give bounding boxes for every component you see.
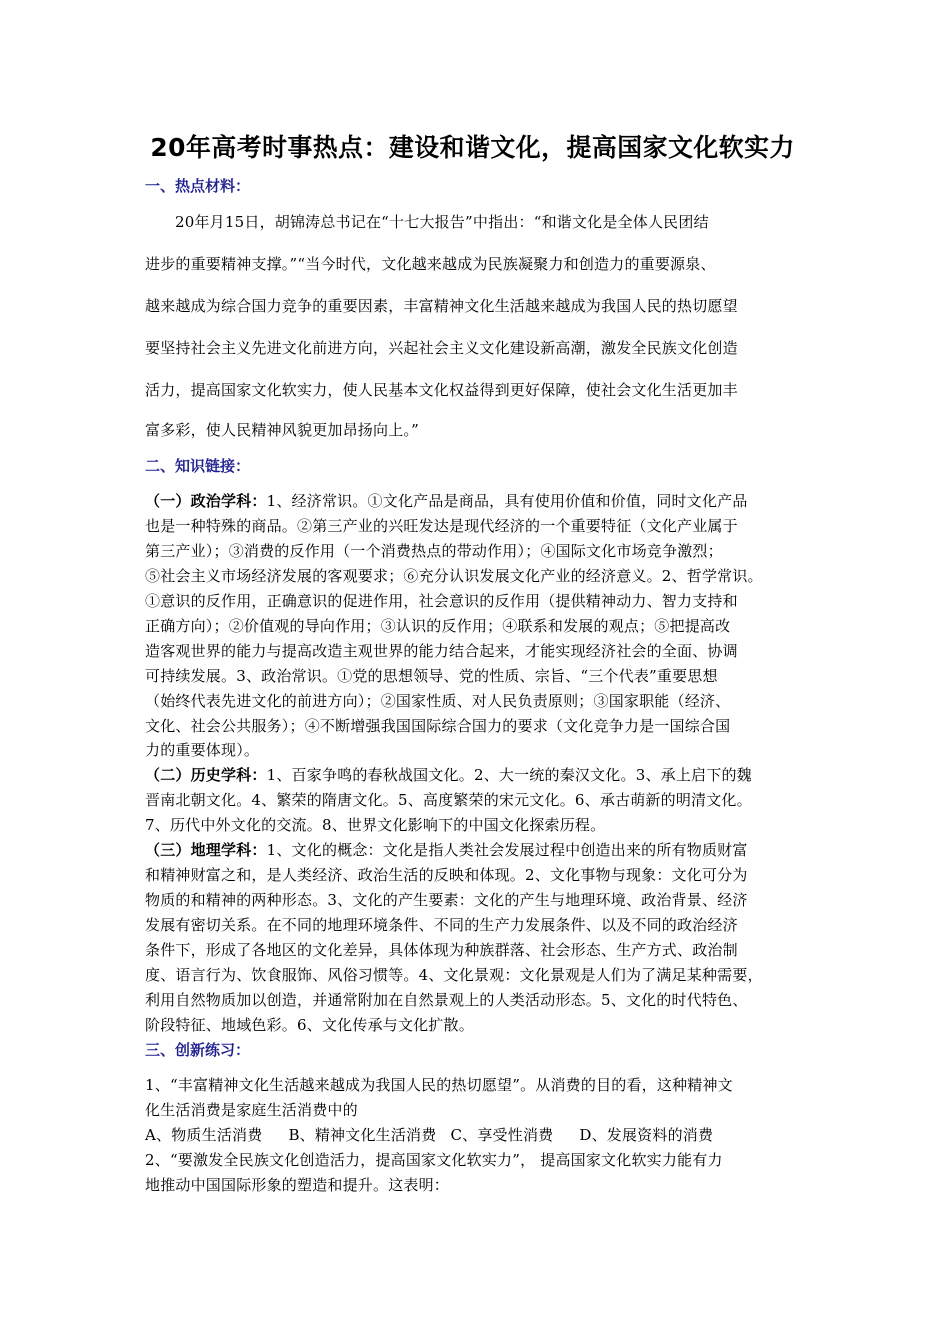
paragraph-line: 越来越成为综合国力竞争的重要因素，丰富精神文化生活越来越成为我国人民的热切愿望 — [145, 297, 738, 315]
subject-label-politics: （一）政治学科： — [145, 492, 267, 510]
paragraph-line: （始终代表先进文化的前进方向）；②国家性质、对人民负责原则；③国家职能（经济、 — [145, 692, 731, 710]
paragraph-line: ①意识的反作用，正确意识的促进作用，社会意识的反作用（提供精神动力、智力支持和 — [145, 592, 738, 610]
option-d: D、发展资料的消费 — [579, 1126, 714, 1144]
paragraph-line: 也是一种特殊的商品。②第三产业的兴旺发达是现代经济的一个重要特征（文化产业属于 — [145, 517, 738, 535]
paragraph-line: 力的重要体现）。 — [145, 741, 260, 759]
paragraph-line: 条件下，形成了各地区的文化差异，具体体现为种族群落、社会形态、生产方式、政治制 — [145, 941, 738, 959]
paragraph-text: 1、文化的概念：文化是指人类社会发展过程中创造出来的所有物质财富 — [266, 841, 748, 859]
paragraph-line: 文化、社会公共服务）；④不断增强我国国际综合国力的要求（文化竞争力是一国综合国 — [145, 717, 731, 735]
option-c: C、享受性消费 — [450, 1126, 554, 1144]
question-options — [145, 1125, 713, 1145]
subject-label-geography: （三）地理学科： — [145, 841, 267, 859]
paragraph-text: 1、经济常识。①文化产品是商品，具有使用价值和价值，同时文化产品 — [266, 492, 748, 510]
question-line: 2、“要激发全民族文化创造活力，提高国家文化软实力”， 提高国家文化软实力能有力 — [145, 1151, 723, 1169]
paragraph-line: 阶段特征、地域色彩。6、文化传承与文化扩散。 — [145, 1016, 474, 1034]
paragraph-line: ⑤社会主义市场经济发展的客观要求；⑥充分认识发展文化产业的经济意义。2、哲学常识。 — [145, 567, 763, 585]
paragraph-line: 7、历代中外文化的交流。8、世界文化影响下的中国文化探索历程。 — [145, 816, 606, 834]
paragraph-line: 正确方向）；②价值观的导向作用；③认识的反作用；④联系和发展的观点；⑤把提高改 — [145, 617, 731, 635]
paragraph-line: 利用自然物质加以创造，并通常附加在自然景观上的人类活动形态。5、文化的时代特色、 — [145, 991, 748, 1009]
paragraph-line: 和精神财富之和，是人类经济、政治生活的反映和体现。2、文化事物与现象：文化可分为 — [145, 866, 748, 884]
question-line: 地推动中国国际形象的塑造和提升。这表明： — [145, 1176, 450, 1194]
paragraph-line: 可持续发展。3、政治常识。①党的思想领导、党的性质、宗旨、“三个代表”重要思想 — [145, 667, 718, 685]
option-a: A、物质生活消费 — [145, 1126, 263, 1144]
subject-label-history: （二）历史学科： — [145, 766, 267, 784]
paragraph-line: 活力，提高国家文化软实力，使人民基本文化权益得到更好保障，使社会文化生活更加丰 — [145, 381, 738, 399]
paragraph-line — [145, 840, 748, 860]
section-heading-hot-material: 一、热点材料： — [145, 177, 251, 195]
paragraph-line: 第三产业）；③消费的反作用（一个消费热点的带动作用）；④国际文化市场竞争激烈； — [145, 542, 723, 560]
paragraph-line: 20年月15日，胡锦涛总书记在“十七大报告”中指出：“和谐文化是全体人民团结 — [175, 213, 709, 231]
paragraph-line: 度、语言行为、饮食服饰、风俗习惯等。4、文化景观：文化景观是人们为了满足某种需要， — [145, 966, 763, 984]
paragraph-line — [145, 491, 748, 511]
paragraph-line: 富多彩，使人民精神风貌更加昂扬向上。” — [145, 421, 419, 439]
paragraph-line: 晋南北朝文化。4、繁荣的隋唐文化。5、高度繁荣的宋元文化。6、承古萌新的明清文化。 — [145, 791, 752, 809]
paragraph-line: 要坚持社会主义先进文化前进方向，兴起社会主义文化建设新高潮，激发全民族文化创造 — [145, 339, 738, 357]
paragraph-text: 1、百家争鸣的春秋战国文化。2、大一统的秦汉文化。3、承上启下的魏 — [266, 766, 752, 784]
paragraph-line: 造客观世界的能力与提高改造主观世界的能力结合起来，才能实现经济社会的全面、协调 — [145, 642, 738, 660]
question-line: 化生活消费是家庭生活消费中的 — [145, 1101, 358, 1119]
paragraph-line — [145, 765, 752, 785]
question-line: 1、“丰富精神文化生活越来越成为我国人民的热切愿望”。从消费的目的看，这种精神文 — [145, 1076, 733, 1094]
paragraph-line: 发展有密切关系。在不同的地理环境条件、不同的生产力发展条件、以及不同的政治经济 — [145, 916, 738, 934]
paragraph-line: 物质的和精神的两种形态。3、文化的产生要素：文化的产生与地理环境、政治背景、经济 — [145, 891, 748, 909]
paragraph-line: 进步的重要精神支撑。”“当今时代，文化越来越成为民族凝聚力和创造力的重要源泉、 — [145, 255, 716, 273]
option-b: B、精神文化生活消费 — [288, 1126, 437, 1144]
section-heading-practice: 三、创新练习： — [145, 1041, 251, 1059]
page-title: 20年高考时事热点：建设和谐文化，提高国家文化软实力 — [150, 133, 795, 162]
section-heading-knowledge-link: 二、知识链接： — [145, 457, 251, 475]
